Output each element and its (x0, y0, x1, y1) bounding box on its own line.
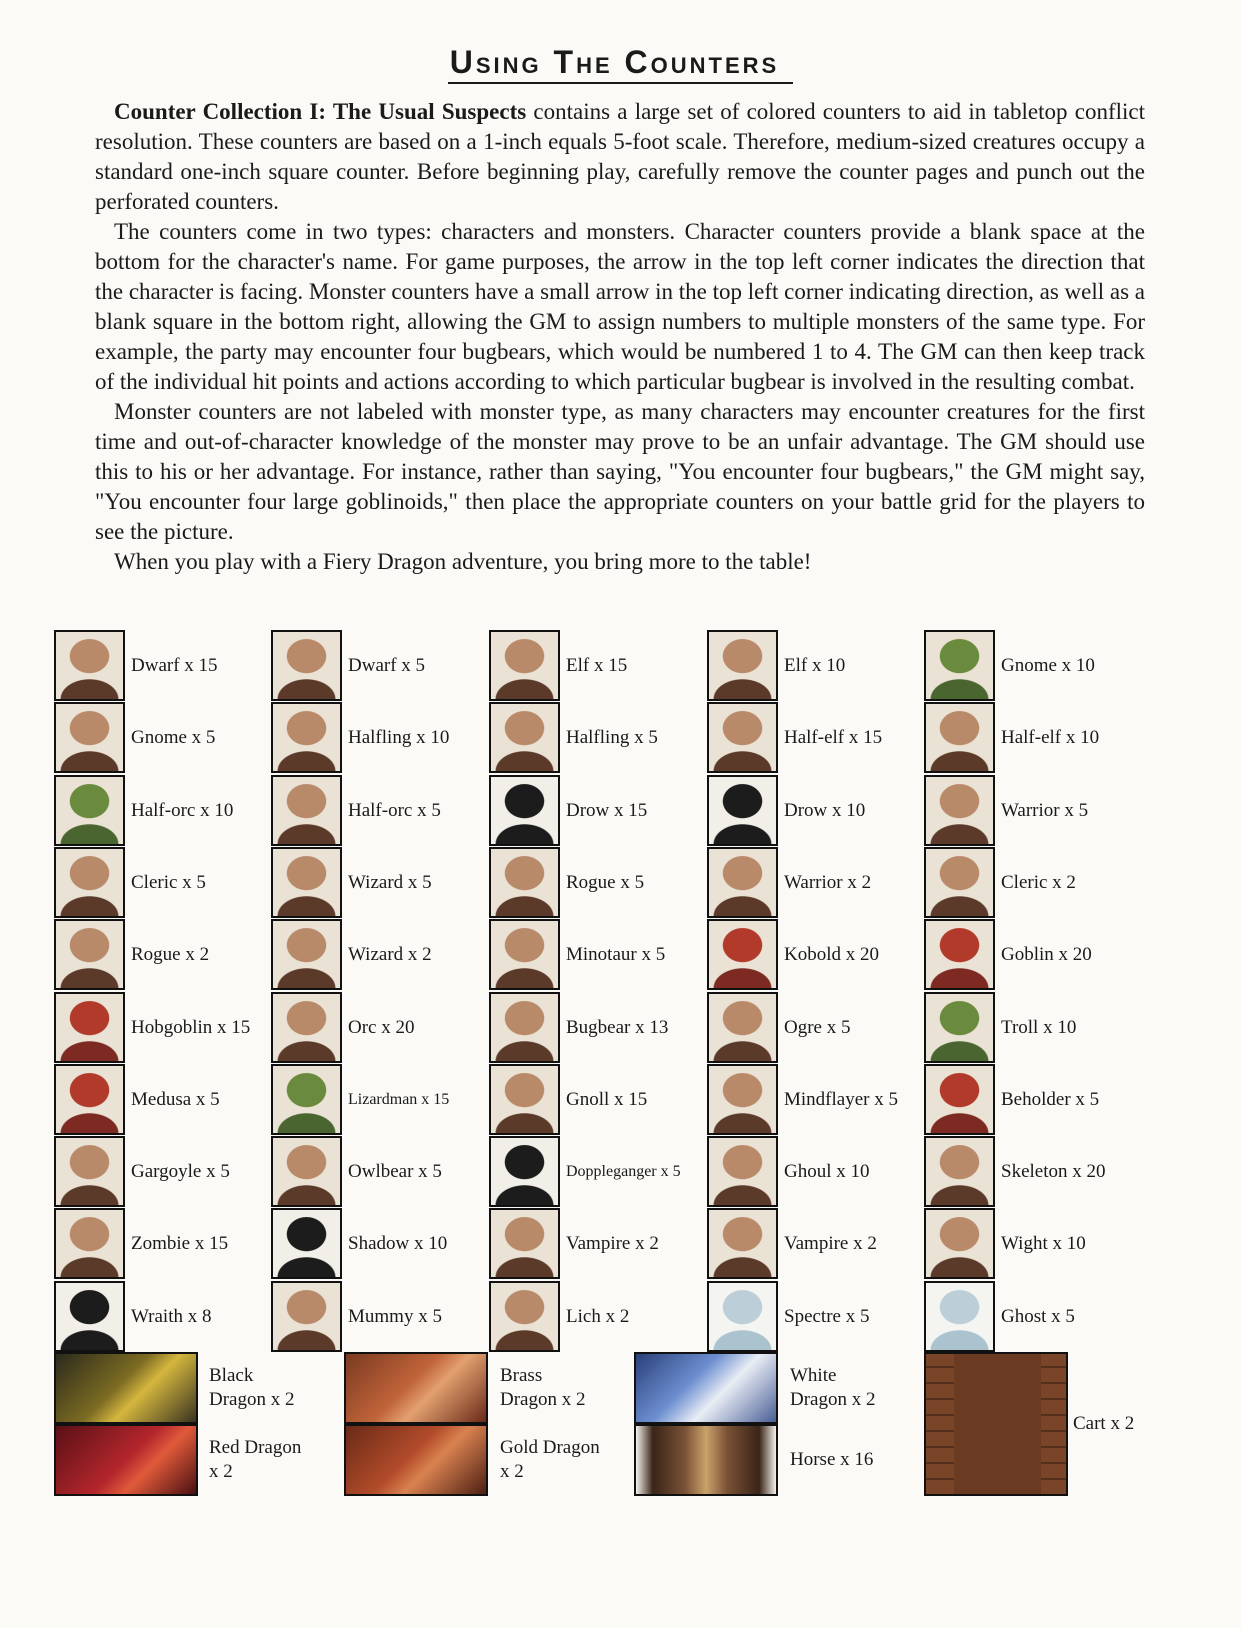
vampire-x-2-label: Vampire x 2 (784, 1233, 877, 1254)
owlbear-x-5-counter-image (271, 1136, 342, 1207)
medusa-x-5-counter-image (54, 1064, 125, 1135)
gnome-x-5-label: Gnome x 5 (131, 727, 216, 748)
minotaur-x-5-label: Minotaur x 5 (566, 944, 666, 965)
owlbear-x-5-label: Owlbear x 5 (348, 1161, 442, 1182)
wizard-x-2-counter-image (271, 919, 342, 990)
half-elf-x-15-counter-image (707, 702, 778, 773)
elf-x-10-label: Elf x 10 (784, 655, 846, 676)
vampire-x-2-counter-image (489, 1208, 560, 1279)
black-dragon-counter-image (54, 1352, 198, 1424)
mummy-x-5-counter-image (271, 1281, 342, 1352)
warrior-x-5-counter-image (924, 775, 995, 846)
cleric-x-5-label: Cleric x 5 (131, 872, 206, 893)
spectre-x-5-label: Spectre x 5 (784, 1306, 870, 1327)
ghoul-x-10-counter-image (707, 1136, 778, 1207)
gnome-x-5-counter-image (54, 702, 125, 773)
warrior-x-2-counter-image (707, 847, 778, 918)
half-orc-x-10-label: Half-orc x 10 (131, 800, 234, 821)
troll-x-10-counter-image (924, 992, 995, 1063)
gold-dragon-counter-image (344, 1424, 488, 1496)
intro-text (95, 97, 1145, 577)
orc-x-20-label: Orc x 20 (348, 1017, 415, 1038)
rogue-x-5-label: Rogue x 5 (566, 872, 645, 893)
lizardman-x-15-label: Lizardman x 15 (348, 1091, 450, 1108)
rogue-x-2-counter-image (54, 919, 125, 990)
ogre-x-5-counter-image (707, 992, 778, 1063)
drow-x-15-label: Drow x 15 (566, 800, 648, 821)
half-elf-x-10-label: Half-elf x 10 (1001, 727, 1100, 748)
cleric-x-2-label: Cleric x 2 (1001, 872, 1076, 893)
warrior-x-2-label: Warrior x 2 (784, 872, 872, 893)
wizard-x-5-counter-image (271, 847, 342, 918)
half-elf-x-15-label: Half-elf x 15 (784, 727, 883, 748)
red-dragon-counter-image (54, 1424, 198, 1496)
elf-x-10-counter-image (707, 630, 778, 701)
gnoll-x-15-label: Gnoll x 15 (566, 1089, 648, 1110)
cart-counter-image (924, 1352, 1068, 1496)
halfling-x-10-label: Halfling x 10 (348, 727, 450, 748)
cleric-x-2-counter-image (924, 847, 995, 918)
page-title-text: Using The Counters (448, 44, 793, 84)
goblin-x-20-counter-image (924, 919, 995, 990)
wight-x-10-label: Wight x 10 (1001, 1233, 1086, 1254)
skeleton-x-20-counter-image (924, 1136, 995, 1207)
drow-x-10-label: Drow x 10 (784, 800, 866, 821)
gargoyle-x-5-counter-image (54, 1136, 125, 1207)
shadow-x-10-label: Shadow x 10 (348, 1233, 448, 1254)
shadow-x-10-counter-image (271, 1208, 342, 1279)
dwarf-x-5-label: Dwarf x 5 (348, 655, 426, 676)
intro-paragraph: The counters come in two types: characters and monsters. Character counters provide a blank space at the bottom for the character's name. For game purposes, the arrow in the top left corner indicates the direction that the character is facing. Monster counters have a small arrow in the top left corner indicating direction, as well as a blank square in the bottom right, allowing the GM to assign numbers to multiple monsters of the same type. For example, the party may encounter four bugbears, which would be numbered 1 to 4. The GM can then keep track of the individual hit points and actions according to which particular bugbear is involved in the resulting combat. (95, 219, 1145, 394)
intro-paragraph: Monster counters are not labeled with monster type, as many characters may encounter creatures for the first time and out-of-character knowledge of the monster may prove to be an unfair advantage. The GM should use this to his or her advantage. For instance, rather than saying, "You encounter four bugbears," the GM might say, "You encounter four large goblinoids," then place the appropriate counters on your battle grid for the players to see the picture. (95, 399, 1145, 544)
gnome-x-10-label: Gnome x 10 (1001, 655, 1095, 676)
mummy-x-5-label: Mummy x 5 (348, 1306, 442, 1327)
red-dragon-label: Red Dragon x 2 (209, 1437, 302, 1482)
intro-paragraph (95, 97, 1145, 217)
vampire-x-2-label: Vampire x 2 (566, 1233, 659, 1254)
dwarf-x-5-counter-image (271, 630, 342, 701)
kobold-x-20-label: Kobold x 20 (784, 944, 879, 965)
halfling-x-5-label: Halfling x 5 (566, 727, 658, 748)
white-dragon-label: White Dragon x 2 (790, 1365, 876, 1410)
ghost-x-5-label: Ghost x 5 (1001, 1306, 1075, 1327)
rogue-x-2-label: Rogue x 2 (131, 944, 210, 965)
ogre-x-5-label: Ogre x 5 (784, 1017, 851, 1038)
minotaur-x-5-counter-image (489, 919, 560, 990)
half-orc-x-5-label: Half-orc x 5 (348, 800, 441, 821)
vampire-x-2-counter-image (707, 1208, 778, 1279)
wizard-x-2-label: Wizard x 2 (348, 944, 432, 965)
skeleton-x-20-label: Skeleton x 20 (1001, 1161, 1106, 1182)
brass-dragon-counter-image (344, 1352, 488, 1424)
horse-label: Horse x 16 (790, 1449, 874, 1470)
half-orc-x-10-counter-image (54, 775, 125, 846)
drow-x-15-counter-image (489, 775, 560, 846)
mindflayer-x-5-counter-image (707, 1064, 778, 1135)
dwarf-x-15-label: Dwarf x 15 (131, 655, 218, 676)
gargoyle-x-5-label: Gargoyle x 5 (131, 1161, 230, 1182)
hobgoblin-x-15-counter-image (54, 992, 125, 1063)
beholder-x-5-counter-image (924, 1064, 995, 1135)
wraith-x-8-label: Wraith x 8 (131, 1306, 212, 1327)
wight-x-10-counter-image (924, 1208, 995, 1279)
wizard-x-5-label: Wizard x 5 (348, 872, 432, 893)
wraith-x-8-counter-image (54, 1281, 125, 1352)
intro-paragraph-1-rest: contains a large set of colored counters to aid in tabletop conflict resolution. These counters are based on a 1-inch equals 5-foot scale. Therefore, medium-sized creatures occupy a standard one-inch square counter. Before beginning play, carefully remove the counter pages and punch out the perforated counters. (95, 99, 1145, 214)
black-dragon-label: Black Dragon x 2 (209, 1365, 295, 1410)
cart-label: Cart x 2 (1073, 1413, 1135, 1434)
spectre-x-5-counter-image (707, 1281, 778, 1352)
elf-x-15-counter-image (489, 630, 560, 701)
goblin-x-20-label: Goblin x 20 (1001, 944, 1092, 965)
drow-x-10-counter-image (707, 775, 778, 846)
bugbear-x-13-label: Bugbear x 13 (566, 1017, 669, 1038)
gnoll-x-15-counter-image (489, 1064, 560, 1135)
gold-dragon-label: Gold Dragon x 2 (500, 1437, 600, 1482)
warrior-x-5-label: Warrior x 5 (1001, 800, 1089, 821)
lich-x-2-counter-image (489, 1281, 560, 1352)
rogue-x-5-counter-image (489, 847, 560, 918)
orc-x-20-counter-image (271, 992, 342, 1063)
cleric-x-5-counter-image (54, 847, 125, 918)
zombie-x-15-counter-image (54, 1208, 125, 1279)
page-title (0, 44, 1241, 81)
half-elf-x-10-counter-image (924, 702, 995, 773)
halfling-x-5-counter-image (489, 702, 560, 773)
bugbear-x-13-counter-image (489, 992, 560, 1063)
zombie-x-15-label: Zombie x 15 (131, 1233, 229, 1254)
medusa-x-5-label: Medusa x 5 (131, 1089, 220, 1110)
halfling-x-10-counter-image (271, 702, 342, 773)
ghost-x-5-counter-image (924, 1281, 995, 1352)
dwarf-x-15-counter-image (54, 630, 125, 701)
half-orc-x-5-counter-image (271, 775, 342, 846)
intro-lead: Counter Collection I: The Usual Suspects (114, 99, 527, 124)
doppleganger-x-5-counter-image (489, 1136, 560, 1207)
brass-dragon-label: Brass Dragon x 2 (500, 1365, 586, 1410)
mindflayer-x-5-label: Mindflayer x 5 (784, 1089, 898, 1110)
gnome-x-10-counter-image (924, 630, 995, 701)
intro-paragraph: When you play with a Fiery Dragon adventure, you bring more to the table! (114, 549, 812, 574)
lich-x-2-label: Lich x 2 (566, 1306, 630, 1327)
beholder-x-5-label: Beholder x 5 (1001, 1089, 1100, 1110)
kobold-x-20-counter-image (707, 919, 778, 990)
lizardman-x-15-counter-image (271, 1064, 342, 1135)
hobgoblin-x-15-label: Hobgoblin x 15 (131, 1017, 251, 1038)
elf-x-15-label: Elf x 15 (566, 655, 628, 676)
troll-x-10-label: Troll x 10 (1001, 1017, 1077, 1038)
horse-counter-image (634, 1424, 778, 1496)
doppleganger-x-5-label: Doppleganger x 5 (566, 1163, 681, 1180)
ghoul-x-10-label: Ghoul x 10 (784, 1161, 870, 1182)
white-dragon-counter-image (634, 1352, 778, 1424)
